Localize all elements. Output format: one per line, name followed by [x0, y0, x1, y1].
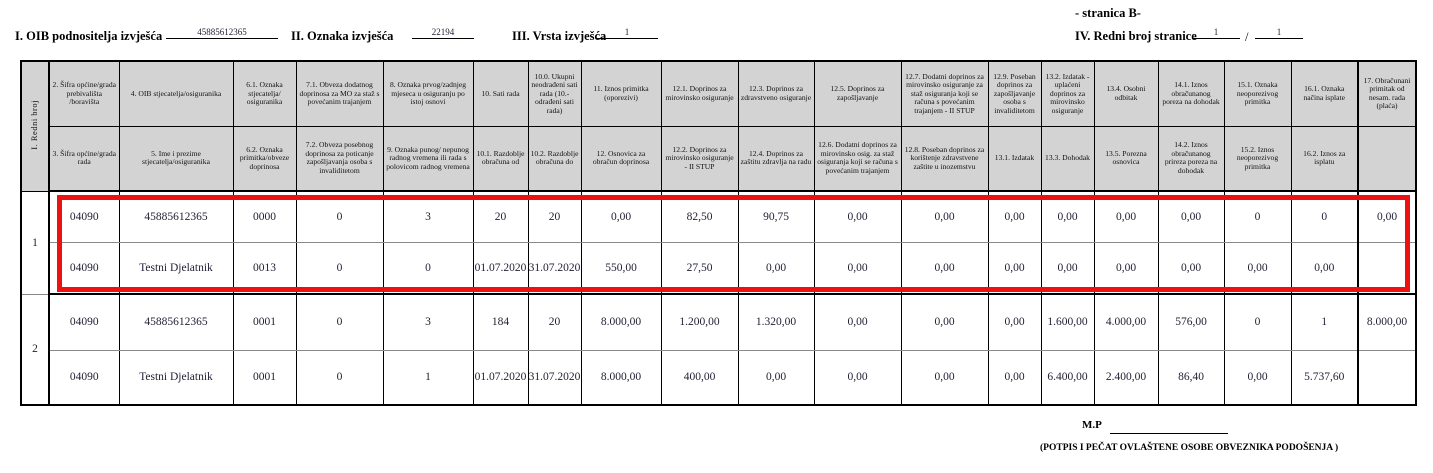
data-cell: 0	[1291, 191, 1358, 242]
col-header-bottom-4: 9. Oznaka punog/ nepunog radnog vremena ili rada s polovicom radnog vremena	[383, 126, 473, 191]
row-number-header-label: I. Redni broj	[29, 100, 40, 150]
data-cell: 3	[383, 191, 473, 242]
data-cell: 3	[383, 294, 473, 350]
data-cell: 550,00	[581, 242, 661, 294]
data-cell: 0,00	[1158, 191, 1224, 242]
data-cell: 400,00	[661, 350, 738, 405]
data-cell: 0,00	[988, 294, 1041, 350]
oznaka-izvjesca-label: II. Oznaka izvješća	[291, 29, 394, 43]
col-header-bottom-13: 13.3. Dohodak	[1041, 126, 1094, 191]
data-cell: 8.000,00	[1358, 294, 1416, 350]
stranica-label: - stranica B-	[1075, 6, 1141, 20]
col-header-bottom-9: 12.4. Doprinos za zaštitu zdravlja na radu	[738, 126, 814, 191]
signature-note: (POTPIS I PEČAT OVLAŠTENE OSOBE OBVEZNIKA PODOŠENJA )	[1040, 443, 1339, 453]
data-cell: 04090	[49, 242, 119, 294]
oznaka-izvjesca-value: 22194	[412, 27, 474, 39]
data-cell: 0,00	[814, 242, 901, 294]
data-cell: 45885612365	[119, 191, 233, 242]
mp-label: M.P	[1082, 419, 1102, 431]
data-cell: 1	[1291, 294, 1358, 350]
col-header-top-10: 12.5. Doprinos za zapošljavanje	[814, 61, 901, 126]
page-number-current: 1	[1192, 27, 1240, 39]
col-header-top-9: 12.3. Doprinos za zdravstveno osiguranje	[738, 61, 814, 126]
data-cell: 1.200,00	[661, 294, 738, 350]
col-header-top-11: 12.7. Dodatni doprinos za mirovinsko osiguranje za staž osiguranja koji se računa s povećanim trajanjem - II STUP	[901, 61, 988, 126]
col-header-bottom-17: 16.2. Iznos za isplatu	[1291, 126, 1358, 191]
col-header-bottom-8: 12.2. Doprinos za mirovinsko osiguranje - II STUP	[661, 126, 738, 191]
col-header-top-7: 11. Iznos primitka (oporezivi)	[581, 61, 661, 126]
data-cell: 0001	[233, 294, 296, 350]
col-header-top-1: 4. OIB stjecatelja/osiguranika	[119, 61, 233, 126]
col-header-top-5: 10. Sati rada	[473, 61, 528, 126]
data-cell: 20	[528, 294, 581, 350]
page-number-total: 1	[1255, 27, 1303, 39]
data-cell: 86,40	[1158, 350, 1224, 405]
col-header-top-4: 8. Oznaka prvog/zadnjeg mjeseca u osiguranju po istoj osnovi	[383, 61, 473, 126]
col-header-top-2: 6.1. Oznaka stjecatelja/ osiguranika	[233, 61, 296, 126]
data-cell: 27,50	[661, 242, 738, 294]
data-cell: 6.400,00	[1041, 350, 1094, 405]
col-header-bottom-0: 3. Šifra općine/grada rada	[49, 126, 119, 191]
data-cell: 8.000,00	[581, 350, 661, 405]
data-cell: 0,00	[738, 242, 814, 294]
data-cell: 0	[296, 191, 383, 242]
data-cell: 0,00	[1358, 191, 1416, 242]
data-cell: 0	[1224, 294, 1291, 350]
data-cell: 576,00	[1158, 294, 1224, 350]
data-cell: 0	[296, 294, 383, 350]
col-header-bottom-3: 7.2. Obveza posebnog doprinosa za poticanje zapošljavanja osoba s invaliditetom	[296, 126, 383, 191]
col-header-bottom-11: 12.8. Poseban doprinos za korištenje zdravstvene zaštite u inozemstvu	[901, 126, 988, 191]
page-number-label: IV. Redni broj stranice	[1075, 29, 1197, 43]
oib-label: I. OIB podnositelja izvješća	[15, 29, 163, 43]
data-cell: 0,00	[581, 191, 661, 242]
data-cell: 0,00	[988, 350, 1041, 405]
col-header-top-15: 14.1. Iznos obračunanog poreza na dohodak	[1158, 61, 1224, 126]
col-header-top-17: 16.1. Oznaka načina isplate	[1291, 61, 1358, 126]
data-cell: 0,00	[1094, 242, 1158, 294]
col-header-bottom-10: 12.6. Dodatni doprinos za mirovinsko osig. za staž osiguranja koji se računa s povećanim trajanjem	[814, 126, 901, 191]
data-cell: 1	[383, 350, 473, 405]
data-cell: 0,00	[814, 350, 901, 405]
col-header-bottom-18	[1358, 126, 1416, 191]
data-cell: Testni Djelatnik	[119, 350, 233, 405]
col-header-bottom-1: 5. Ime i prezime stjecatelja/osiguranika	[119, 126, 233, 191]
col-header-top-12: 12.9. Poseban doprinos za zapošljavanje osoba s invaliditetom	[988, 61, 1041, 126]
data-cell: 0,00	[738, 350, 814, 405]
data-cell: 0,00	[814, 294, 901, 350]
data-cell: 04090	[49, 350, 119, 405]
data-cell: 04090	[49, 191, 119, 242]
page-number-separator: /	[1245, 30, 1249, 44]
data-cell: 0	[1224, 191, 1291, 242]
data-cell: 0,00	[901, 242, 988, 294]
data-cell: 0,00	[901, 350, 988, 405]
col-header-top-0: 2. Šifra općine/grada prebivališta /boravišta	[49, 61, 119, 126]
col-header-bottom-12: 13.1. Izdatak	[988, 126, 1041, 191]
data-cell	[1358, 350, 1416, 405]
data-cell: 5.737,60	[1291, 350, 1358, 405]
data-cell: 0013	[233, 242, 296, 294]
data-cell: 1.600,00	[1041, 294, 1094, 350]
data-cell: 31.07.2020	[528, 242, 581, 294]
data-cell: 0,00	[1041, 191, 1094, 242]
data-cell: 82,50	[661, 191, 738, 242]
data-cell: 31.07.2020	[528, 350, 581, 405]
data-cell: 20	[528, 191, 581, 242]
data-cell: 04090	[49, 294, 119, 350]
row-number-group-1: 1	[21, 191, 49, 294]
data-cell	[1358, 242, 1416, 294]
data-cell: 0,00	[814, 191, 901, 242]
data-cell: 90,75	[738, 191, 814, 242]
data-cell: 0	[296, 242, 383, 294]
col-header-bottom-2: 6.2. Oznaka primitka/obveze doprinosa	[233, 126, 296, 191]
data-cell: Testni Djelatnik	[119, 242, 233, 294]
data-cell: 0,00	[1158, 242, 1224, 294]
data-cell: 01.07.2020	[473, 350, 528, 405]
col-header-bottom-6: 10.2. Razdoblje obračuna do	[528, 126, 581, 191]
data-cell: 0001	[233, 350, 296, 405]
data-cell: 4.000,00	[1094, 294, 1158, 350]
data-cell: 0,00	[1291, 242, 1358, 294]
col-header-bottom-5: 10.1. Razdoblje obračuna od	[473, 126, 528, 191]
data-cell: 0,00	[1094, 191, 1158, 242]
data-cell: 0,00	[988, 191, 1041, 242]
vrsta-izvjesca-label: III. Vrsta izvješća	[512, 29, 607, 43]
col-header-bottom-14: 13.5. Porezna osnovica	[1094, 126, 1158, 191]
data-cell: 0,00	[1041, 242, 1094, 294]
oib-value: 45885612365	[166, 27, 278, 39]
col-header-top-8: 12.1. Doprinos za mirovinsko osiguranje	[661, 61, 738, 126]
form-table-wrapper	[20, 60, 1417, 406]
data-cell: 0,00	[988, 242, 1041, 294]
col-header-top-3: 7.1. Obveza dodatnog doprinosa za MO za staž s povećanim trajanjem	[296, 61, 383, 126]
mp-signature-line	[1110, 433, 1228, 434]
col-header-top-13: 13.2. Izdatak - uplaćeni doprinos za mirovinsko osiguranje	[1041, 61, 1094, 126]
data-cell: 1.320,00	[738, 294, 814, 350]
col-header-top-18: 17. Obračunani primitak od nesam. rada (plaća)	[1358, 61, 1416, 126]
data-cell: 2.400,00	[1094, 350, 1158, 405]
data-cell: 0,00	[901, 294, 988, 350]
data-cell: 0	[296, 350, 383, 405]
col-header-top-6: 10.0. Ukupni neodrađeni sati rada (10.- odrađeni sati rada)	[528, 61, 581, 126]
data-cell: 0000	[233, 191, 296, 242]
row-number-group-2: 2	[21, 294, 49, 405]
form-table	[20, 60, 1417, 406]
data-cell: 01.07.2020	[473, 242, 528, 294]
data-cell: 0,00	[1224, 350, 1291, 405]
col-header-bottom-16: 15.2. Iznos neoporezivog primitka	[1224, 126, 1291, 191]
data-cell: 20	[473, 191, 528, 242]
vrsta-izvjesca-value: 1	[596, 27, 658, 39]
row-number-header	[21, 61, 49, 191]
data-cell: 0,00	[901, 191, 988, 242]
data-cell: 8.000,00	[581, 294, 661, 350]
data-cell: 0	[383, 242, 473, 294]
data-cell: 0,00	[1224, 242, 1291, 294]
data-cell: 45885612365	[119, 294, 233, 350]
data-cell: 184	[473, 294, 528, 350]
col-header-bottom-7: 12. Osnovica za obračun doprinosa	[581, 126, 661, 191]
col-header-top-16: 15.1. Oznaka neoporezivog primitka	[1224, 61, 1291, 126]
col-header-bottom-15: 14.2. Iznos obračunanog prireza poreza na dohodak	[1158, 126, 1224, 191]
col-header-top-14: 13.4. Osobni odbitak	[1094, 61, 1158, 126]
